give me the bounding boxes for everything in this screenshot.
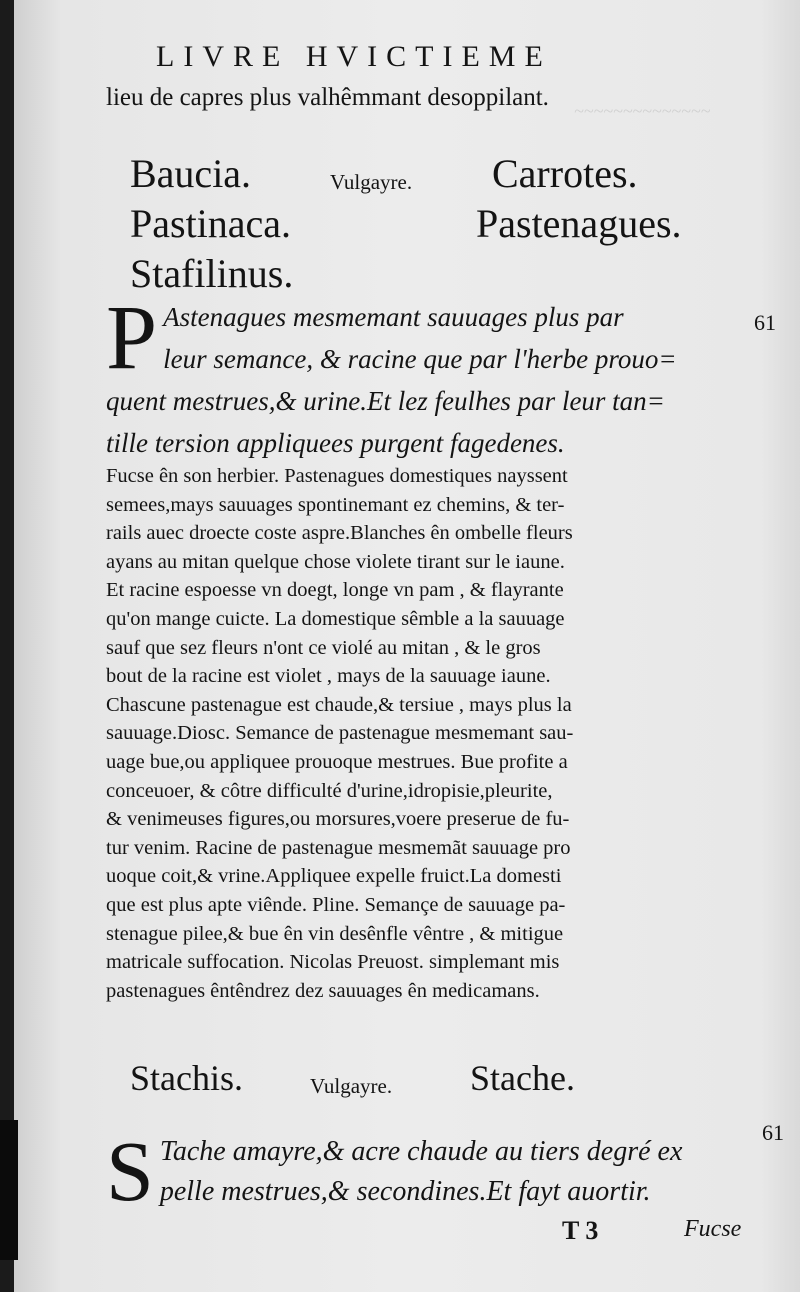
- text-line: ayans au mitan quelque chose violete tirant sur le iaune.: [106, 550, 565, 573]
- vulgar-label-1: Vulgayre.: [330, 170, 413, 194]
- drop-cap-p: P: [106, 286, 158, 388]
- text-line: bout de la racine est violet , mays de la sauuage iaune.: [106, 665, 551, 688]
- text-line: uage bue,ou appliquee prouoque mestrues. Bue profite a: [106, 750, 568, 773]
- text-line: semees,mays sauuages spontinemant ez chemins, & ter-: [106, 493, 565, 516]
- text-line: Chascune pastenague est chaude,& tersiue , mays plus la: [106, 693, 572, 716]
- text-line: & venimeuses figures,ou morsures,voere preserue de fu-: [106, 808, 570, 831]
- latin-name-1: Baucia.: [130, 151, 252, 196]
- text-line: tur venim. Racine de pastenague mesmemãt sauuage pro: [106, 836, 571, 859]
- text-line: que est plus apte viênde. Pline. Semançe de sauuage pa-: [106, 893, 566, 916]
- text-line: uoque coit,& vrine.Appliquee expelle fruict.La domesti: [106, 865, 562, 888]
- drop-cap-s: S: [106, 1123, 154, 1219]
- french-name-2: Pastenagues.: [476, 201, 682, 246]
- text-line: conceuoer, & côtre difficulté d'urine,idropisie,pleurite,: [106, 779, 553, 802]
- vulgar-label-2: Vulgayre.: [310, 1074, 393, 1098]
- text-line: Et racine espoesse vn doegt, longe vn pam , & flayrante: [106, 579, 564, 602]
- italic-paragraph-1: [106, 286, 756, 464]
- text-line: matricale suffocation. Nicolas Preuost. simplemant mis: [106, 951, 560, 974]
- running-header: LIVRE HVICTIEME: [156, 40, 552, 73]
- italic-line: Tache amayre,& acre chaude au tiers degré ex: [159, 1136, 683, 1167]
- margin-number-2: 61: [762, 1120, 784, 1145]
- text-line: sauf que sez fleurs n'ont ce violé au mitan , & le gros: [106, 636, 541, 659]
- first-line: lieu de capres plus valhêmmant desoppilant.: [106, 84, 549, 111]
- french-name-1: Carrotes.: [492, 151, 638, 196]
- text-line: qu'on mange cuicte. La domestique sêmble a la sauuage: [106, 607, 565, 630]
- latin-name-stachis: Stachis.: [130, 1058, 243, 1098]
- text-line: Fucse ên son herbier. Pastenagues domestiques nayssent: [106, 465, 568, 487]
- catchword: Fucse: [684, 1216, 742, 1242]
- latin-name-3: Stafilinus.: [130, 251, 294, 296]
- show-through-text: ~~~~~~~~~~~~~~: [574, 101, 711, 121]
- italic-line: Astenagues mesmemant sauuages plus par: [163, 302, 624, 332]
- italic-line: pelle mestrues,& secondines.Et fayt auortir.: [159, 1176, 651, 1207]
- signature-mark: T 3: [562, 1216, 599, 1245]
- text-line: rails auec droecte coste aspre.Blanches ên ombelle fleurs: [106, 522, 573, 545]
- text-line: pastenagues êntêndrez dez sauuages ên medicamans.: [106, 979, 540, 1002]
- italic-paragraph-2: [106, 1123, 766, 1219]
- latin-name-2: Pastinaca.: [130, 201, 292, 246]
- binding-edge: [0, 1120, 18, 1260]
- book-page: [14, 0, 800, 1292]
- text-line: stenague pilee,& bue ên vin desênfle vêntre , & mitigue: [106, 922, 564, 945]
- roman-paragraph: [106, 462, 746, 1005]
- italic-line: quent mestrues,& urine.Et lez feulhes par leur tan=: [106, 386, 665, 416]
- italic-line: tille tersion appliquees purgent fagedenes.: [106, 428, 565, 458]
- italic-line: leur semance, & racine que par l'herbe prouo=: [163, 344, 677, 374]
- margin-number-1: 61: [754, 310, 776, 335]
- french-name-stache: Stache.: [470, 1058, 575, 1098]
- text-line: sauuage.Diosc. Semance de pastenague mesmemant sau-: [106, 722, 574, 745]
